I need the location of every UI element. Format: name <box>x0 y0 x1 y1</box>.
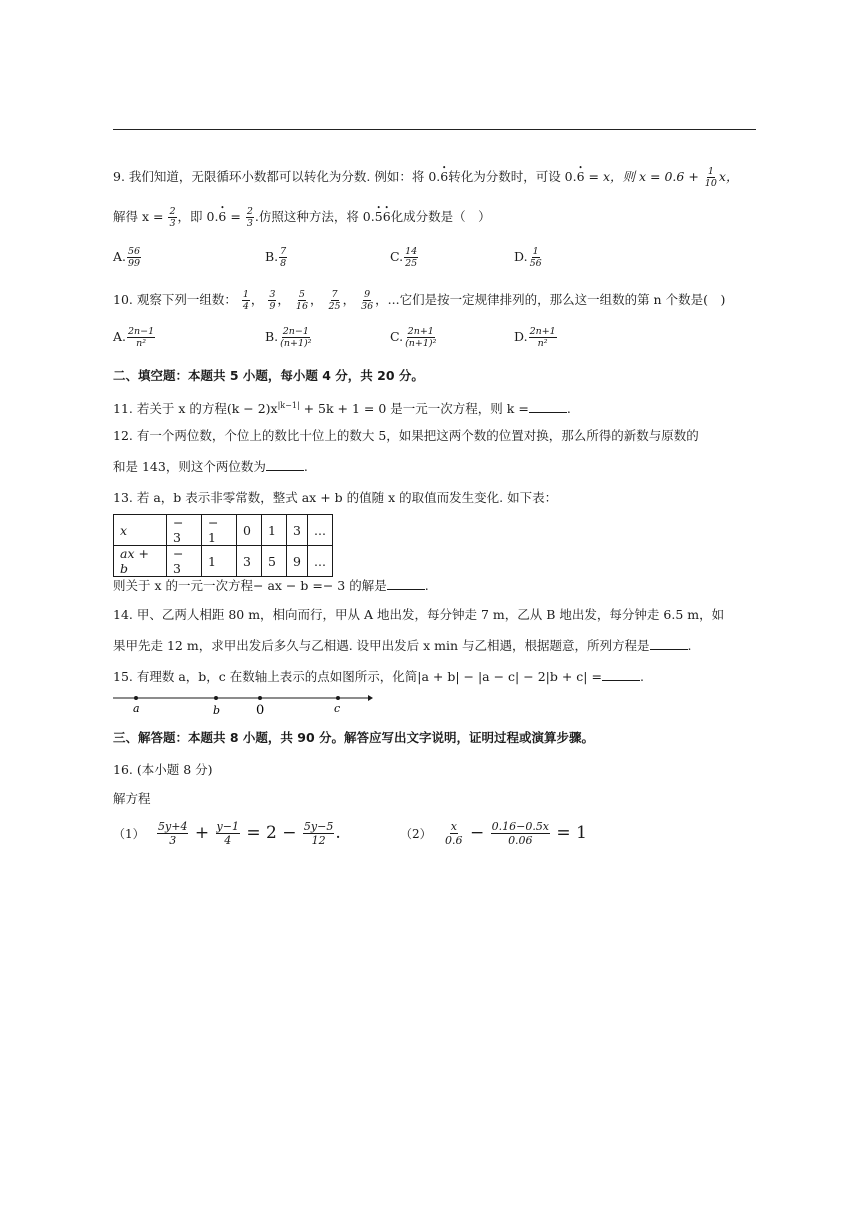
header-rule <box>113 129 756 130</box>
q15-answer-blank[interactable] <box>602 668 640 681</box>
q10-option-c[interactable]: C. $\frac{2n+1}{\text{(n+1)²}}$ <box>390 326 437 349</box>
section-3-heading: 三、解答题：本题共 8 小题，共 90 分。解答应写出文字说明，证明过程或演算步骤。 <box>113 730 595 745</box>
q9-line2: 解得 x = $\frac{2}{3}$ ，即 0.• 6 = $\frac{2}{3}$ .仿照这种方法，将 0.• 5• 6化成分数是（ ） <box>113 206 491 229</box>
q10-option-a[interactable]: A. $\frac{2n-1}{\text{n²}}$ <box>113 326 155 349</box>
label-b: b <box>213 704 221 717</box>
q9-option-d[interactable]: D. $\frac{1}{56}$ <box>514 246 542 269</box>
label-c: c <box>334 702 341 715</box>
table-row: x − 3 − 1 0 1 3 ... <box>114 515 333 546</box>
section-2-heading: 二、填空题：本题共 5 小题，每小题 4 分，共 20 分。 <box>113 368 424 383</box>
q11-line: 11. 若关于 x 的方程$(k - 2)x^{|k-1|} + 5k + 1 = 0$ 是一元一次方程，则 k = . <box>113 401 571 417</box>
q9-option-b[interactable]: B. $\frac{7}{8}$ <box>265 246 287 269</box>
point-b <box>214 696 218 700</box>
q16-title: 16. (本小题 8 分) <box>113 762 213 777</box>
q13-table <box>113 514 333 577</box>
q14-line1: 14. 甲、乙两人相距 80 m，相向而行，甲从 A 地出发，每分钟走 7 m，乙从 B 地出发，每分钟走 6.5 m，如 <box>113 607 725 622</box>
q10-line: 10. 观察下列一组数： $\frac{1}{4}$ ， $\frac{3}{9}$ ， $\frac{5}{16}$ ， $\frac{7}{25}$ ， $\frac{9}{36}$ ，...它们是按一定规律排列的，那么这一组数的第 n 个数是( ) <box>113 289 726 312</box>
q14-line2: 果甲先走 12 m，求甲出发后多久与乙相遇. 设甲出发后 x min 与乙相遇，根据题意，所列方程是 . <box>113 638 692 653</box>
q12-answer-blank[interactable] <box>266 458 304 471</box>
q16-equation-2: （2） $\frac{x}{0.6}$ − $\frac{0.16-0.5x}{0.06}$ = 1 <box>400 820 587 847</box>
q9-line1: 9. 我们知道，无限循环小数都可以转化为分数. 例如：将 0.• 6转化为分数时，可设 0.• 6 = x，则 x = 0.6 + $\frac{1}{10}$ x， <box>113 166 738 189</box>
q16-equation-1: （1） $\frac{5y+4}{3}$ + $\frac{y-1}{4}$ = 2 − $\frac{5y-5}{12}$ . <box>113 820 341 847</box>
q13-answer-blank[interactable] <box>387 577 425 590</box>
q16-instruction: 解方程 <box>113 791 151 806</box>
q12-line1: 12. 有一个两位数，个位上的数比十位上的数大 5，如果把这两个数的位置对换，那么所得的新数与原数的 <box>113 428 699 443</box>
label-zero: 0 <box>256 703 265 718</box>
q13-line1: 13. 若 a，b 表示非零常数，整式 ax + b 的值随 x 的取值而发生变化. 如下表： <box>113 490 558 505</box>
number-line <box>113 690 373 720</box>
q12-line2: 和是 143，则这个两位数为 . <box>113 459 308 474</box>
q9-option-a[interactable]: A. $\frac{56}{99}$ <box>113 246 141 269</box>
point-zero <box>258 696 262 700</box>
q11-answer-blank[interactable] <box>529 400 567 413</box>
table-row: ax + b − 3 1 3 5 9 ... <box>114 546 333 577</box>
q15-line: 15. 有理数 a，b，c 在数轴上表示的点如图所示，化简|a + b| − |a − c| − 2|b + c| = . <box>113 669 644 684</box>
label-a: a <box>133 702 140 715</box>
q9-option-c[interactable]: C. $\frac{14}{25}$ <box>390 246 418 269</box>
q10-option-b[interactable]: B. $\frac{2n-1}{\text{(n+1)²}}$ <box>265 326 312 349</box>
point-a <box>134 696 138 700</box>
q10-option-d[interactable]: D. $\frac{2n+1}{\text{n²}}$ <box>514 326 556 349</box>
q14-answer-blank[interactable] <box>650 637 688 650</box>
q13-line2: 则关于 x 的一元一次方程− ax − b =− 3 的解是 . <box>113 578 429 593</box>
point-c <box>336 696 340 700</box>
